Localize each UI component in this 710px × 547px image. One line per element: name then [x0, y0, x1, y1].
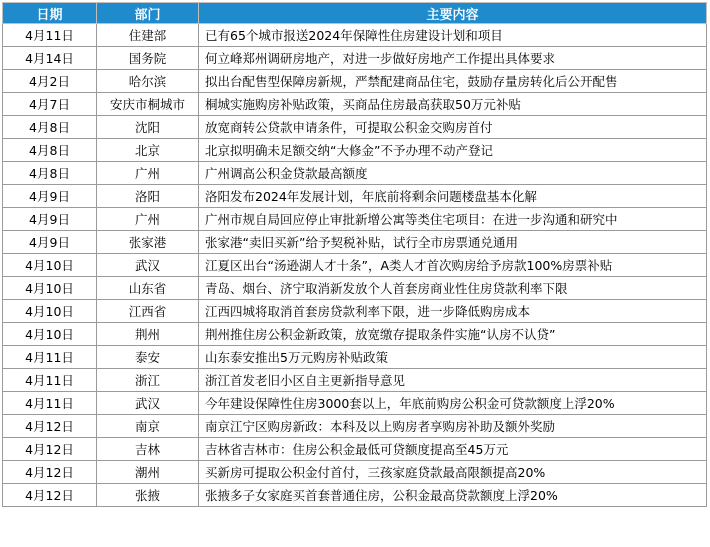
content-cell: 南京江宁区购房新政：本科及以上购房者享购房补助及额外奖励 [199, 415, 707, 438]
content-cell: 青岛、烟台、济宁取消新发放个人首套房商业性住房贷款利率下限 [199, 277, 707, 300]
policy-table [2, 2, 707, 507]
table-row [3, 438, 707, 461]
dept-cell: 武汉 [97, 254, 199, 277]
content-cell: 今年建设保障性住房3000套以上，年底前购房公积金可贷款额度上浮20% [199, 392, 707, 415]
dept-cell: 武汉 [97, 392, 199, 415]
date-cell: 4月11日 [3, 346, 97, 369]
dept-cell: 浙江 [97, 369, 199, 392]
content-cell: 张家港“卖旧买新”给予契税补贴，试行全市房票通兑通用 [199, 231, 707, 254]
dept-cell: 沈阳 [97, 116, 199, 139]
table-row [3, 47, 707, 70]
table-row [3, 93, 707, 116]
table-row [3, 323, 707, 346]
dept-cell: 吉林 [97, 438, 199, 461]
date-cell: 4月11日 [3, 369, 97, 392]
content-cell: 买新房可提取公积金付首付，三孩家庭贷款最高限额提高20% [199, 461, 707, 484]
table-row [3, 208, 707, 231]
date-cell: 4月10日 [3, 300, 97, 323]
date-cell: 4月9日 [3, 208, 97, 231]
date-cell: 4月8日 [3, 162, 97, 185]
dept-cell: 江西省 [97, 300, 199, 323]
content-cell: 北京拟明确未足额交纳“大修金”不予办理不动产登记 [199, 139, 707, 162]
date-cell: 4月12日 [3, 438, 97, 461]
table-row [3, 231, 707, 254]
content-cell: 浙江首发老旧小区自主更新指导意见 [199, 369, 707, 392]
dept-cell: 国务院 [97, 47, 199, 70]
content-cell: 荆州推住房公积金新政策，放宽缴存提取条件实施“认房不认贷” [199, 323, 707, 346]
header-content: 主要内容 [199, 3, 707, 24]
table-row [3, 139, 707, 162]
table-row [3, 185, 707, 208]
table-row [3, 162, 707, 185]
dept-cell: 住建部 [97, 24, 199, 47]
content-cell: 吉林省吉林市：住房公积金最低可贷额度提高至45万元 [199, 438, 707, 461]
date-cell: 4月12日 [3, 484, 97, 507]
date-cell: 4月10日 [3, 277, 97, 300]
content-cell: 何立峰郑州调研房地产，对进一步做好房地产工作提出具体要求 [199, 47, 707, 70]
dept-cell: 广州 [97, 208, 199, 231]
table-row [3, 116, 707, 139]
table-row [3, 415, 707, 438]
date-cell: 4月11日 [3, 392, 97, 415]
table-row [3, 484, 707, 507]
header-dept: 部门 [97, 3, 199, 24]
content-cell: 广州调高公积金贷款最高额度 [199, 162, 707, 185]
content-cell: 洛阳发布2024年发展计划，年底前将剩余问题楼盘基本化解 [199, 185, 707, 208]
table-row [3, 300, 707, 323]
table-row [3, 392, 707, 415]
content-cell: 张掖多子女家庭买首套普通住房，公积金最高贷款额度上浮20% [199, 484, 707, 507]
date-cell: 4月12日 [3, 415, 97, 438]
date-cell: 4月10日 [3, 323, 97, 346]
table-row [3, 70, 707, 93]
content-cell: 广州市规自局回应停止审批新增公寓等类住宅项目：在进一步沟通和研究中 [199, 208, 707, 231]
dept-cell: 南京 [97, 415, 199, 438]
dept-cell: 荆州 [97, 323, 199, 346]
date-cell: 4月2日 [3, 70, 97, 93]
date-cell: 4月8日 [3, 116, 97, 139]
table-row [3, 277, 707, 300]
content-cell: 已有65个城市报送2024年保障性住房建设计划和项目 [199, 24, 707, 47]
content-cell: 桐城实施购房补贴政策，买商品住房最高获取50万元补贴 [199, 93, 707, 116]
dept-cell: 北京 [97, 139, 199, 162]
date-cell: 4月11日 [3, 24, 97, 47]
date-cell: 4月10日 [3, 254, 97, 277]
table-row [3, 254, 707, 277]
dept-cell: 哈尔滨 [97, 70, 199, 93]
table-row [3, 369, 707, 392]
content-cell: 拟出台配售型保障房新规，严禁配建商品住宅，鼓励存量房转化后公开配售 [199, 70, 707, 93]
date-cell: 4月14日 [3, 47, 97, 70]
table-row [3, 24, 707, 47]
date-cell: 4月12日 [3, 461, 97, 484]
content-cell: 江西四城将取消首套房贷款利率下限，进一步降低购房成本 [199, 300, 707, 323]
dept-cell: 张家港 [97, 231, 199, 254]
table-row [3, 346, 707, 369]
header-row [3, 3, 707, 24]
dept-cell: 洛阳 [97, 185, 199, 208]
dept-cell: 泰安 [97, 346, 199, 369]
dept-cell: 张掖 [97, 484, 199, 507]
dept-cell: 潮州 [97, 461, 199, 484]
date-cell: 4月7日 [3, 93, 97, 116]
date-cell: 4月8日 [3, 139, 97, 162]
content-cell: 山东泰安推出5万元购房补贴政策 [199, 346, 707, 369]
table-row [3, 461, 707, 484]
content-cell: 放宽商转公贷款申请条件，可提取公积金交购房首付 [199, 116, 707, 139]
header-date: 日期 [3, 3, 97, 24]
dept-cell: 广州 [97, 162, 199, 185]
content-cell: 江夏区出台“汤逊湖人才十条”，A类人才首次购房给予房款100%房票补贴 [199, 254, 707, 277]
dept-cell: 安庆市桐城市 [97, 93, 199, 116]
dept-cell: 山东省 [97, 277, 199, 300]
date-cell: 4月9日 [3, 231, 97, 254]
date-cell: 4月9日 [3, 185, 97, 208]
